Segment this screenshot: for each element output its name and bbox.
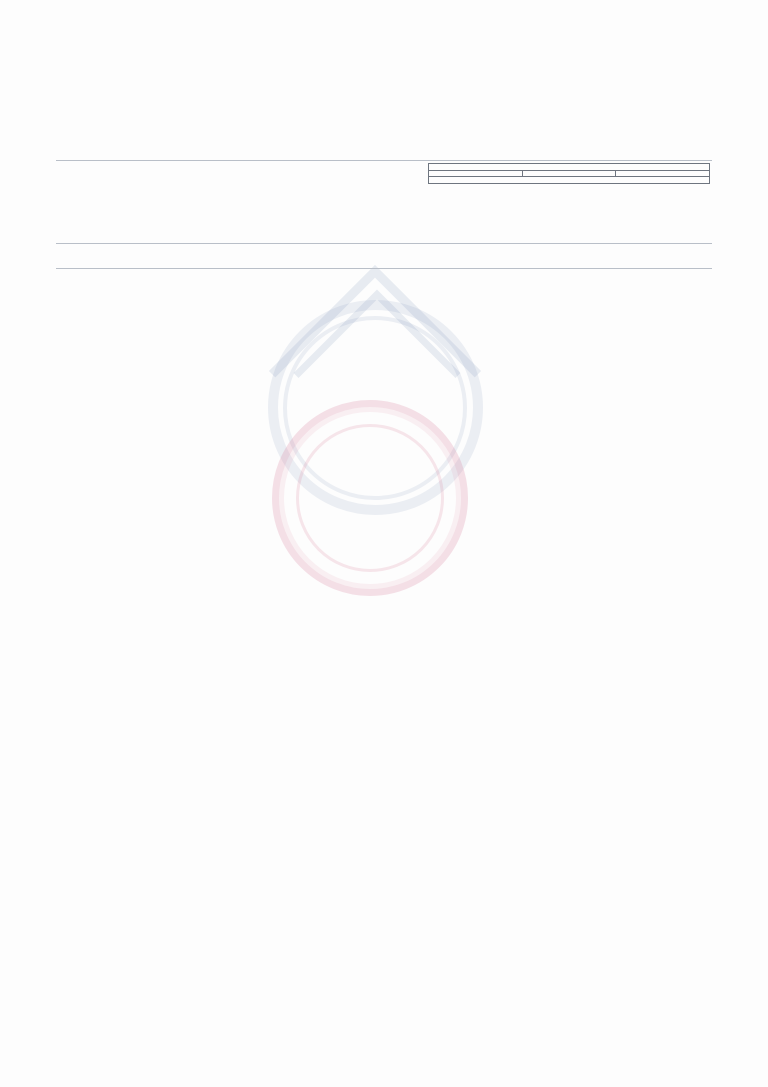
earned-credits-cell	[429, 171, 523, 176]
student-info-band	[56, 160, 712, 244]
watermark-seal-inner	[296, 424, 444, 572]
watermark-chevron-outer	[269, 265, 481, 477]
cumulative-gpa-row	[429, 164, 709, 171]
footer-notes	[56, 941, 526, 942]
gpa-summary-box	[428, 163, 710, 184]
gpa-points-cell	[523, 171, 617, 176]
watermark-ring-inner	[283, 316, 467, 500]
program-credits-row	[429, 177, 709, 183]
table-column-headers	[56, 252, 712, 269]
gpa-credits-cell	[616, 171, 709, 176]
watermark-chevron-inner	[294, 290, 461, 457]
student-info-left	[58, 166, 428, 170]
watermark-ring-outer	[268, 300, 483, 515]
watermark-seal-outer	[272, 400, 468, 596]
